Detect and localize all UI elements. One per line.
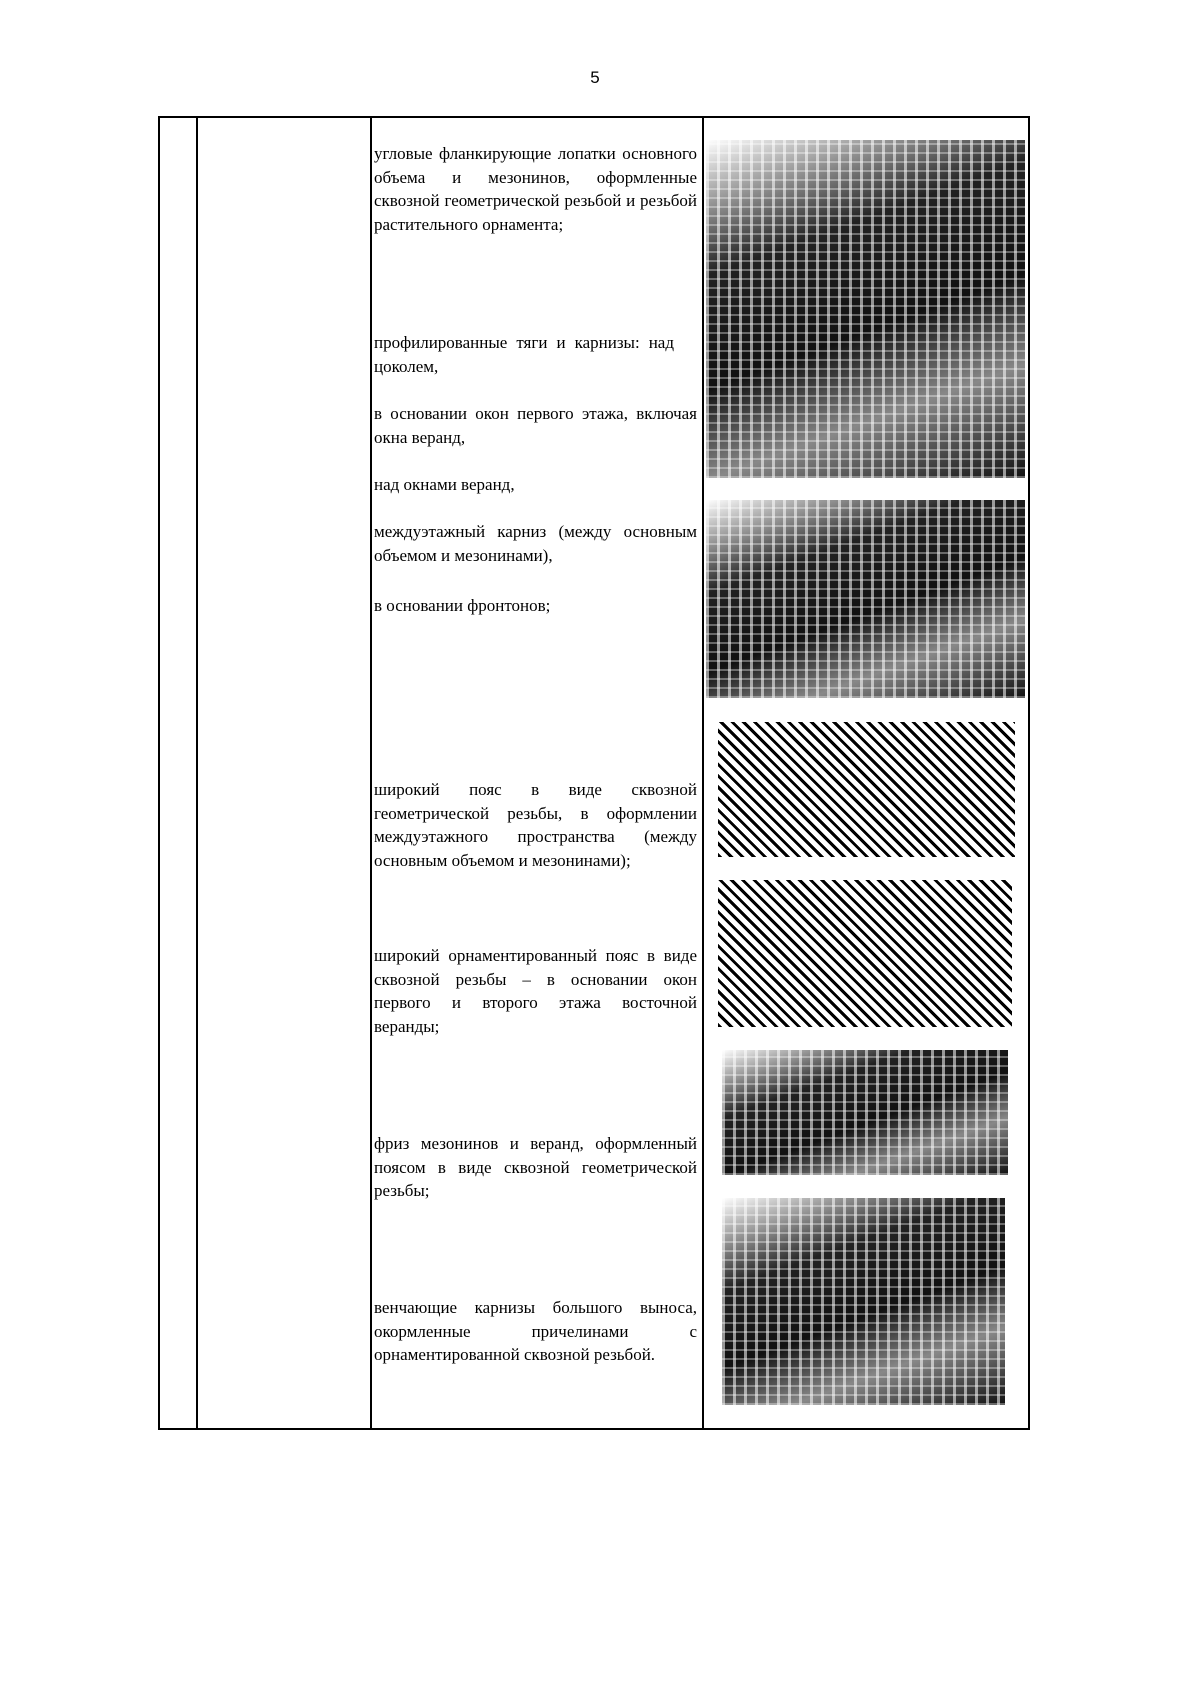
paragraph-profiled-cornices: профилированные тяги и карнизы: над цоколем, [374,333,674,376]
paragraph-gable-base: в основании фронтонов; [374,596,551,615]
photo-frieze [722,1050,1008,1175]
paragraph-ornamented-belt: широкий орнаментированный пояс в виде сквозной резьбы – в основании окон первого и второго этажа восточной веранды; [374,946,697,1036]
photo-building-facade [706,500,1025,698]
column-divider [370,118,372,1428]
column-divider [196,118,198,1428]
paragraph-corner-pilasters: угловые фланкирующие лопатки основного объема и мезонинов, оформленные сквозной геометрической резьбой и резьбой растительного орнамента; [374,144,697,234]
paragraph-interfloor-cornice: междуэтажный карниз (между основным объемом и мезонинами), [374,522,697,565]
photo-building-corner [706,140,1025,478]
column-divider [702,118,704,1428]
paragraph-crowning-cornices: венчающие карнизы большого выноса, окормленные причелинами с орнаментированной сквозной резьбой. [374,1298,697,1364]
paragraph-frieze: фриз мезонинов и веранд, оформленный поясом в виде сквозной геометрической резьбы; [374,1134,697,1200]
page-number: 5 [590,68,600,87]
photo-ornamented-belt [718,880,1012,1027]
paragraph-above-veranda-windows: над окнами веранд, [374,475,515,494]
photo-crowning-cornice [722,1198,1005,1405]
paragraph-window-base: в основании окон первого этажа, включая окна веранд, [374,404,697,447]
photo-carved-belt [718,722,1015,857]
paragraph-wide-belt: широкий пояс в виде сквозной геометрической резьбы, в оформлении междуэтажного пространства (между основным объемом и мезонинами); [374,780,697,870]
